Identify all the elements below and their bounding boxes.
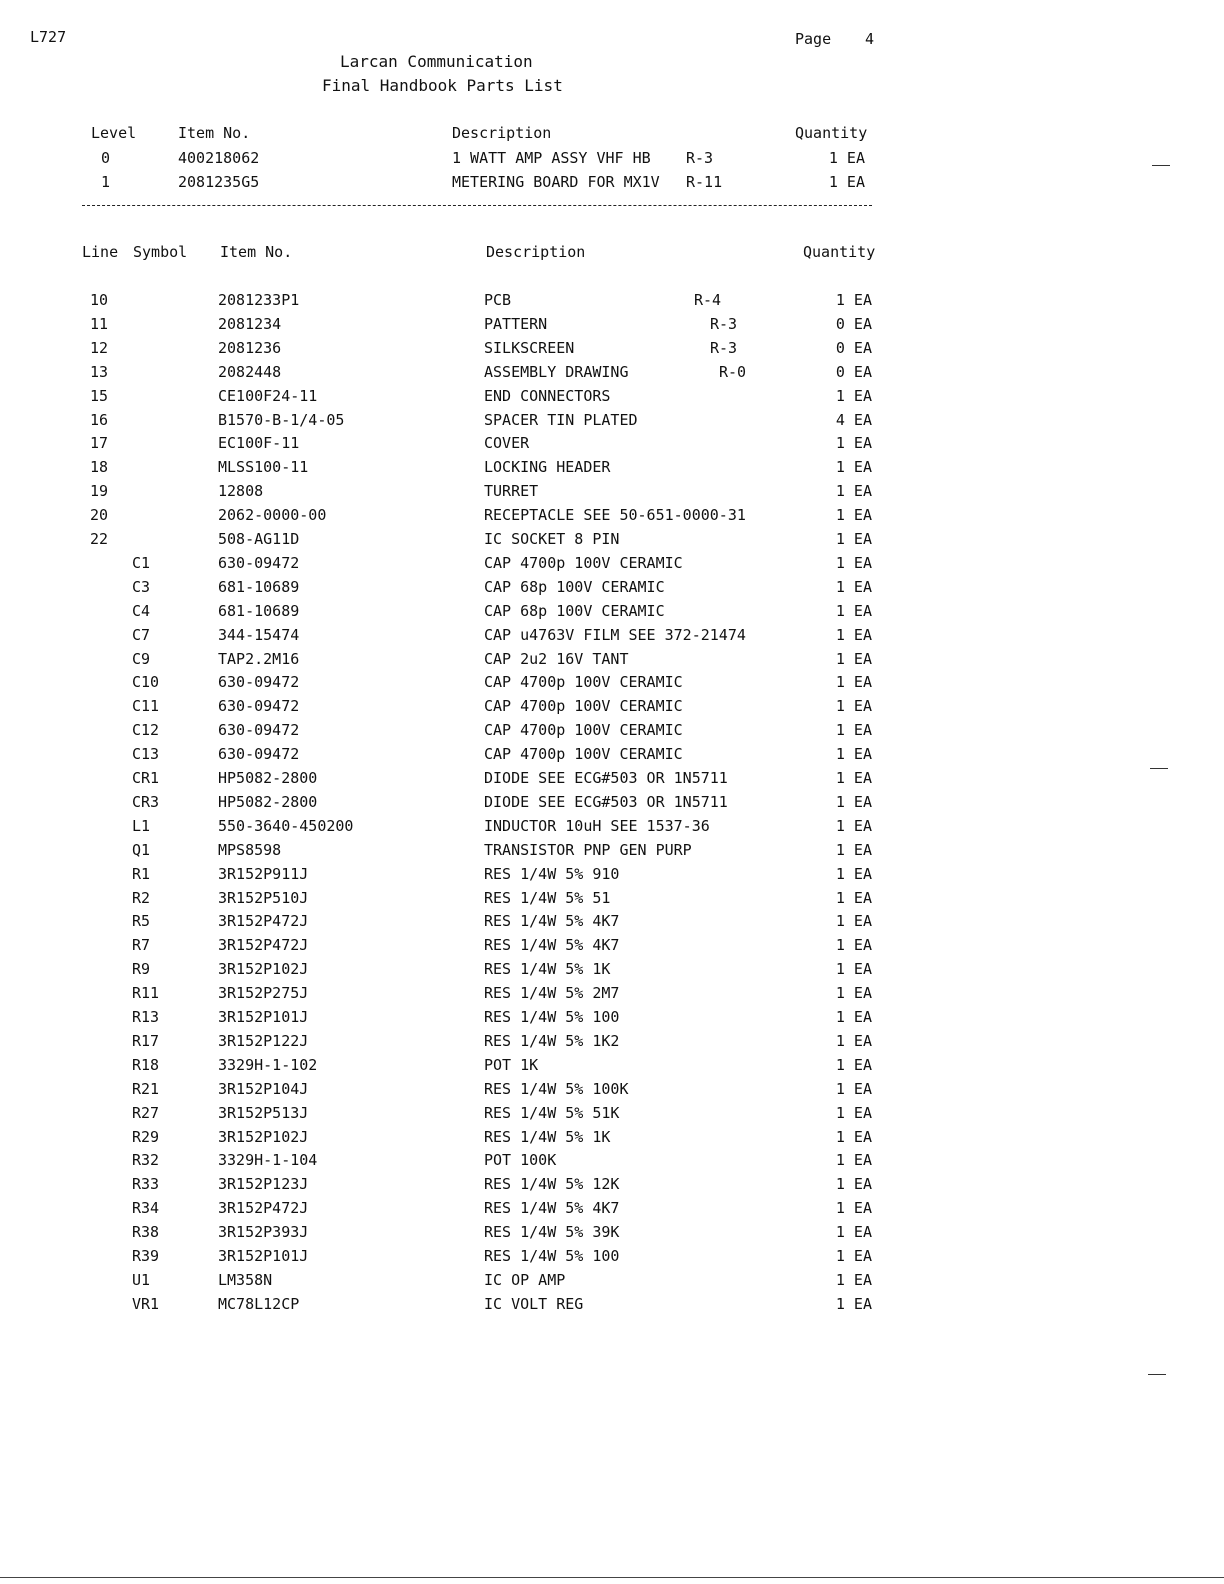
- line-number: 19: [90, 482, 109, 501]
- symbol: C12: [132, 721, 160, 740]
- item-number: 3R152P510J: [218, 888, 309, 907]
- quantity: 1 EA: [835, 601, 872, 620]
- description: RES 1/4W 5% 910: [484, 864, 620, 883]
- level-item-number: 400218062: [178, 149, 260, 167]
- quantity: 1 EA: [835, 864, 872, 883]
- description: IC SOCKET 8 PIN: [484, 530, 620, 548]
- description: CAP 4700p 100V CERAMIC: [484, 553, 683, 572]
- table-row: [0, 530, 1224, 552]
- symbol: R33: [132, 1175, 160, 1194]
- item-number: 681-10689: [218, 577, 300, 596]
- item-number: 3R152P104J: [218, 1079, 309, 1098]
- line-number: 13: [90, 362, 109, 381]
- table-row: [0, 817, 1224, 839]
- item-number: 2082448: [218, 362, 282, 381]
- level-quantity-column-header: Quantity: [795, 124, 868, 142]
- description: POT 100K: [484, 1151, 557, 1170]
- level-item-column-header: Item No.: [178, 124, 251, 142]
- item-number: HP5082-2800: [218, 792, 318, 811]
- symbol: R13: [132, 1008, 160, 1026]
- symbol: C10: [132, 673, 160, 692]
- quantity: 1 EA: [835, 673, 872, 692]
- line-number: 15: [90, 386, 109, 405]
- document-title: Final Handbook Parts List: [322, 76, 563, 95]
- description: ASSEMBLY DRAWING: [484, 362, 629, 381]
- description: END CONNECTORS: [484, 386, 611, 405]
- item-number: 3R152P101J: [218, 1008, 309, 1026]
- description: CAP 4700p 100V CERAMIC: [484, 697, 683, 716]
- level-value: 1: [101, 173, 111, 191]
- margin-mark: [1152, 165, 1170, 166]
- description: LOCKING HEADER: [484, 458, 611, 477]
- quantity: 0 EA: [835, 314, 872, 333]
- item-number: 3R152P122J: [218, 1031, 309, 1050]
- symbol: R7: [132, 936, 151, 955]
- table-row: [0, 793, 1224, 815]
- description: INDUCTOR 10uH SEE 1537-36: [484, 816, 710, 835]
- table-row: [0, 960, 1224, 982]
- table-row: [0, 697, 1224, 719]
- description: DIODE SEE ECG#503 OR 1N5711: [484, 769, 728, 787]
- description: COVER: [484, 434, 530, 453]
- quantity: 1 EA: [835, 721, 872, 740]
- quantity: 1 EA: [835, 1223, 872, 1242]
- description: TURRET: [484, 482, 539, 501]
- table-row: [0, 912, 1224, 934]
- table-row: [0, 1223, 1224, 1245]
- description: PCB: [484, 291, 512, 309]
- table-row: [0, 769, 1224, 791]
- description: RES 1/4W 5% 4K7: [484, 912, 620, 931]
- description: RES 1/4W 5% 100K: [484, 1079, 629, 1098]
- symbol: R2: [132, 888, 151, 907]
- description: IC VOLT REG: [484, 1294, 584, 1313]
- revision: R-0: [719, 362, 747, 381]
- description: SPACER TIN PLATED: [484, 410, 638, 429]
- quantity-column-header: Quantity: [803, 243, 876, 261]
- level-quantity: 1 EA: [828, 149, 865, 167]
- quantity: 1 EA: [835, 530, 872, 548]
- table-row: [0, 1175, 1224, 1197]
- quantity: 1 EA: [835, 625, 872, 644]
- item-number: 3R152P472J: [218, 936, 309, 955]
- table-row: [0, 1056, 1224, 1078]
- table-row: [0, 1128, 1224, 1150]
- symbol: CR3: [132, 792, 160, 811]
- table-row: [0, 458, 1224, 480]
- level-description: 1 WATT AMP ASSY VHF HB: [452, 149, 651, 167]
- symbol: R34: [132, 1199, 160, 1218]
- symbol: R38: [132, 1223, 160, 1242]
- revision: R-3: [710, 314, 738, 333]
- table-row: [0, 339, 1224, 361]
- item-number: 12808: [218, 482, 264, 501]
- level-revision: R-11: [686, 173, 723, 191]
- item-number: 3329H-1-104: [218, 1151, 318, 1170]
- level-row: [0, 149, 1224, 171]
- table-row: [0, 411, 1224, 433]
- quantity: 1 EA: [835, 840, 872, 859]
- table-row: [0, 984, 1224, 1006]
- item-column-header: Item No.: [220, 243, 293, 261]
- quantity: 1 EA: [835, 912, 872, 931]
- description-column-header: Description: [486, 243, 586, 261]
- description: RES 1/4W 5% 2M7: [484, 984, 620, 1003]
- table-row: [0, 1295, 1224, 1317]
- description: CAP 4700p 100V CERAMIC: [484, 673, 683, 692]
- quantity: 1 EA: [835, 1079, 872, 1098]
- symbol: R39: [132, 1247, 160, 1265]
- table-row: [0, 1104, 1224, 1126]
- item-number: 3329H-1-102: [218, 1055, 318, 1074]
- line-number: 18: [90, 458, 109, 477]
- item-number: MPS8598: [218, 840, 282, 859]
- quantity: 1 EA: [835, 1199, 872, 1218]
- table-row: [0, 673, 1224, 695]
- quantity: 1 EA: [835, 792, 872, 811]
- quantity: 1 EA: [835, 386, 872, 405]
- table-row: [0, 554, 1224, 576]
- quantity: 1 EA: [835, 553, 872, 572]
- symbol: C9: [132, 649, 151, 668]
- table-row: [0, 745, 1224, 767]
- symbol: CR1: [132, 769, 160, 787]
- table-row: [0, 482, 1224, 504]
- description: RES 1/4W 5% 12K: [484, 1175, 620, 1194]
- description: RES 1/4W 5% 100: [484, 1247, 620, 1265]
- quantity: 1 EA: [835, 960, 872, 979]
- symbol: C1: [132, 553, 151, 572]
- symbol: C11: [132, 697, 160, 716]
- description: SILKSCREEN: [484, 338, 575, 357]
- description: PATTERN: [484, 314, 548, 333]
- table-row: [0, 841, 1224, 863]
- item-number: 3R152P101J: [218, 1247, 309, 1265]
- description: RES 1/4W 5% 1K: [484, 1127, 611, 1146]
- line-number: 20: [90, 506, 109, 525]
- symbol: R5: [132, 912, 151, 931]
- table-row: [0, 650, 1224, 672]
- item-number: LM358N: [218, 1270, 273, 1289]
- quantity: 1 EA: [835, 984, 872, 1003]
- description: CAP 4700p 100V CERAMIC: [484, 721, 683, 740]
- item-number: B1570-B-1/4-05: [218, 410, 345, 429]
- symbol: VR1: [132, 1294, 160, 1313]
- description: RES 1/4W 5% 1K: [484, 960, 611, 979]
- item-number: MC78L12CP: [218, 1294, 300, 1313]
- table-row: [0, 506, 1224, 528]
- symbol-column-header: Symbol: [133, 243, 188, 261]
- symbol: R29: [132, 1127, 160, 1146]
- item-number: HP5082-2800: [218, 769, 318, 787]
- symbol: C4: [132, 601, 151, 620]
- quantity: 0 EA: [835, 338, 872, 357]
- symbol: C13: [132, 745, 160, 764]
- item-number: 3R152P275J: [218, 984, 309, 1003]
- item-number: 3R152P393J: [218, 1223, 309, 1242]
- level-row: [0, 173, 1224, 195]
- level-description-column-header: Description: [452, 124, 552, 142]
- symbol: Q1: [132, 840, 151, 859]
- quantity: 1 EA: [835, 697, 872, 716]
- item-number: MLSS100-11: [218, 458, 309, 477]
- page-number: 4: [865, 30, 875, 48]
- item-number: 2062-0000-00: [218, 506, 327, 525]
- description: RECEPTACLE SEE 50-651-0000-31: [484, 506, 746, 525]
- symbol: R9: [132, 960, 151, 979]
- quantity: 1 EA: [835, 649, 872, 668]
- item-number: 3R152P102J: [218, 960, 309, 979]
- item-number: 3R152P513J: [218, 1103, 309, 1122]
- line-number: 16: [90, 410, 109, 429]
- item-number: 2081233P1: [218, 291, 300, 309]
- description: RES 1/4W 5% 4K7: [484, 1199, 620, 1218]
- item-number: TAP2.2M16: [218, 649, 300, 668]
- table-row: [0, 602, 1224, 624]
- quantity: 1 EA: [835, 1127, 872, 1146]
- description: RES 1/4W 5% 4K7: [484, 936, 620, 955]
- quantity: 1 EA: [835, 769, 872, 787]
- level-description: METERING BOARD FOR MX1V: [452, 173, 660, 191]
- table-row: [0, 1032, 1224, 1054]
- table-row: [0, 936, 1224, 958]
- item-number: 3R152P472J: [218, 912, 309, 931]
- description: CAP u4763V FILM SEE 372-21474: [484, 625, 746, 644]
- quantity: 1 EA: [835, 482, 872, 501]
- description: RES 1/4W 5% 1K2: [484, 1031, 620, 1050]
- table-row: [0, 889, 1224, 911]
- item-number: EC100F-11: [218, 434, 300, 453]
- symbol: R1: [132, 864, 151, 883]
- description: CAP 2u2 16V TANT: [484, 649, 629, 668]
- description: CAP 68p 100V CERAMIC: [484, 577, 665, 596]
- quantity: 1 EA: [835, 816, 872, 835]
- description: RES 1/4W 5% 51: [484, 888, 611, 907]
- item-number: 3R152P911J: [218, 864, 309, 883]
- quantity: 1 EA: [835, 506, 872, 525]
- revision: R-4: [694, 291, 722, 309]
- item-number: 3R152P472J: [218, 1199, 309, 1218]
- description: RES 1/4W 5% 100: [484, 1008, 620, 1026]
- symbol: U1: [132, 1270, 151, 1289]
- quantity: 1 EA: [835, 1031, 872, 1050]
- symbol: R27: [132, 1103, 160, 1122]
- item-number: 630-09472: [218, 553, 300, 572]
- symbol: R32: [132, 1151, 160, 1170]
- item-number: 508-AG11D: [218, 530, 300, 548]
- table-row: [0, 1271, 1224, 1293]
- line-number: 12: [90, 338, 109, 357]
- line-number: 11: [90, 314, 109, 333]
- quantity: 1 EA: [835, 291, 872, 309]
- table-row: [0, 578, 1224, 600]
- level-revision: R-3: [686, 149, 714, 167]
- level-column-header: Level: [91, 124, 137, 142]
- symbol: L1: [132, 816, 151, 835]
- quantity: 0 EA: [835, 362, 872, 381]
- table-row: [0, 434, 1224, 456]
- description: DIODE SEE ECG#503 OR 1N5711: [484, 792, 728, 811]
- level-value: 0: [101, 149, 111, 167]
- table-row: [0, 291, 1224, 313]
- margin-mark: [1148, 1374, 1166, 1375]
- table-row: [0, 363, 1224, 385]
- description: POT 1K: [484, 1055, 539, 1074]
- description: RES 1/4W 5% 39K: [484, 1223, 620, 1242]
- quantity: 1 EA: [835, 1175, 872, 1194]
- quantity: 1 EA: [835, 458, 872, 477]
- quantity: 1 EA: [835, 1055, 872, 1074]
- description: RES 1/4W 5% 51K: [484, 1103, 620, 1122]
- quantity: 1 EA: [835, 745, 872, 764]
- line-column-header: Line: [82, 243, 119, 261]
- quantity: 4 EA: [835, 410, 872, 429]
- quantity: 1 EA: [835, 1103, 872, 1122]
- item-number: 630-09472: [218, 697, 300, 716]
- item-number: 630-09472: [218, 673, 300, 692]
- line-number: 17: [90, 434, 109, 453]
- symbol: R11: [132, 984, 160, 1003]
- item-number: 3R152P102J: [218, 1127, 309, 1146]
- margin-mark: [1150, 768, 1168, 769]
- symbol: C3: [132, 577, 151, 596]
- table-row: [0, 1008, 1224, 1030]
- document-id: L727: [30, 28, 67, 46]
- item-number: CE100F24-11: [218, 386, 318, 405]
- item-number: 2081234: [218, 314, 282, 333]
- quantity: 1 EA: [835, 1270, 872, 1289]
- item-number: 3R152P123J: [218, 1175, 309, 1194]
- revision: R-3: [710, 338, 738, 357]
- item-number: 630-09472: [218, 745, 300, 764]
- page-bottom-edge: [0, 1577, 1224, 1578]
- item-number: 2081236: [218, 338, 282, 357]
- quantity: 1 EA: [835, 577, 872, 596]
- table-row: [0, 1080, 1224, 1102]
- symbol: C7: [132, 625, 151, 644]
- quantity: 1 EA: [835, 1247, 872, 1265]
- quantity: 1 EA: [835, 1151, 872, 1170]
- symbol: R18: [132, 1055, 160, 1074]
- description: CAP 68p 100V CERAMIC: [484, 601, 665, 620]
- table-row: [0, 1247, 1224, 1269]
- quantity: 1 EA: [835, 434, 872, 453]
- item-number: 550-3640-450200: [218, 816, 354, 835]
- quantity: 1 EA: [835, 888, 872, 907]
- item-number: 681-10689: [218, 601, 300, 620]
- quantity: 1 EA: [835, 1294, 872, 1313]
- description: TRANSISTOR PNP GEN PURP: [484, 840, 692, 859]
- header-divider: [82, 205, 872, 206]
- level-item-number: 2081235G5: [178, 173, 260, 191]
- company-name: Larcan Communication: [340, 52, 533, 71]
- line-number: 22: [90, 530, 109, 548]
- quantity: 1 EA: [835, 936, 872, 955]
- description: IC OP AMP: [484, 1270, 566, 1289]
- table-row: [0, 1199, 1224, 1221]
- table-row: [0, 1151, 1224, 1173]
- page-label: Page: [795, 30, 832, 48]
- table-row: [0, 721, 1224, 743]
- quantity: 1 EA: [835, 1008, 872, 1026]
- description: CAP 4700p 100V CERAMIC: [484, 745, 683, 764]
- table-row: [0, 315, 1224, 337]
- item-number: 344-15474: [218, 625, 300, 644]
- item-number: 630-09472: [218, 721, 300, 740]
- level-quantity: 1 EA: [828, 173, 865, 191]
- symbol: R21: [132, 1079, 160, 1098]
- table-row: [0, 865, 1224, 887]
- line-number: 10: [90, 291, 109, 309]
- symbol: R17: [132, 1031, 160, 1050]
- table-row: [0, 626, 1224, 648]
- table-row: [0, 387, 1224, 409]
